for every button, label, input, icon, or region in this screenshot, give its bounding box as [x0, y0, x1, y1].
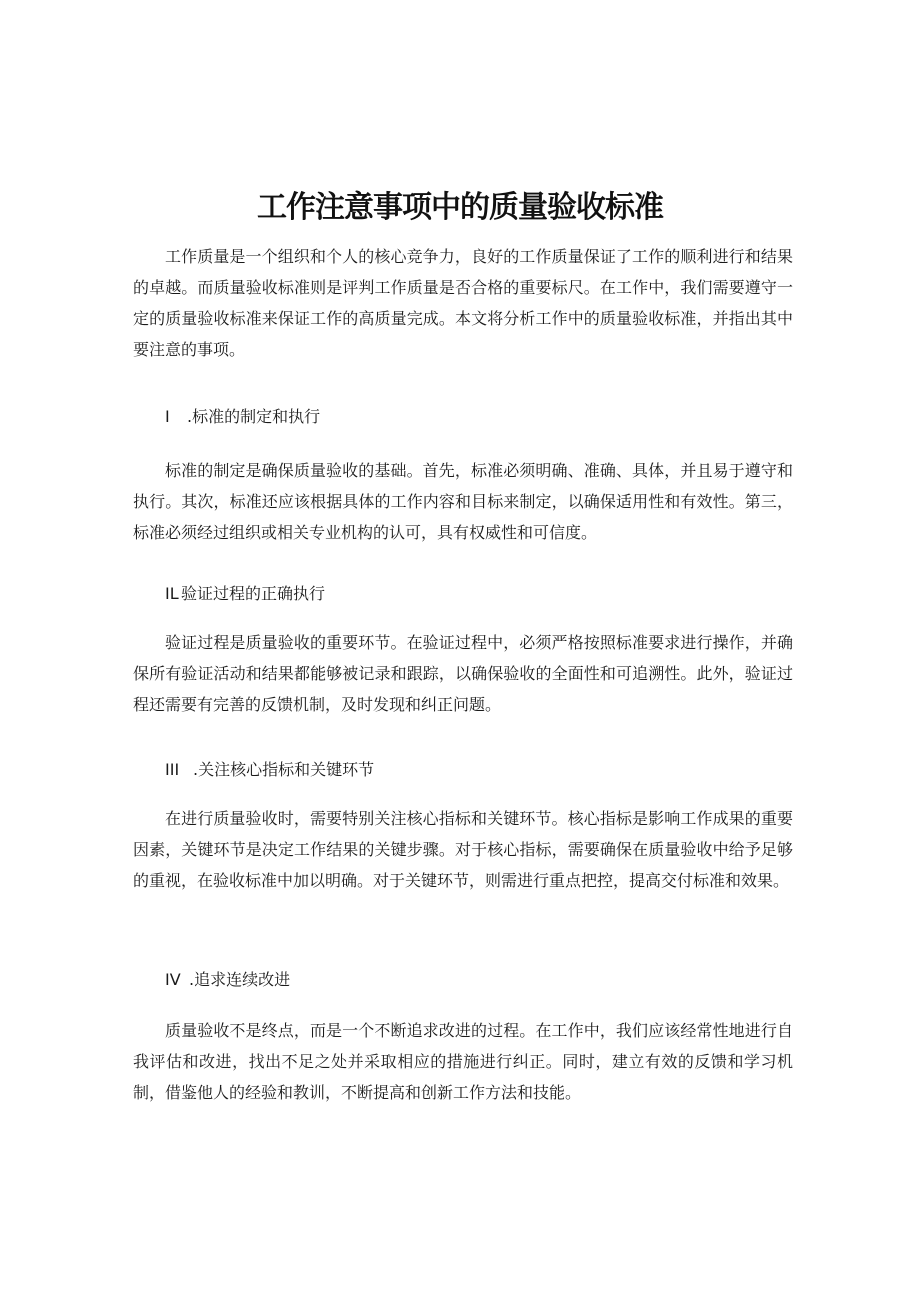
intro-paragraph: 工作质量是一个组织和个人的核心竞争力，良好的工作质量保证了工作的顺利进行和结果的卓越。而质量验收标准则是评判工作质量是否合格的重要标尺。在工作中，我们需要遵守一定的质量验收标准来保证工作的高质量完成。本文将分析工作中的质量验收标准，并指出其中要注意的事项。: [133, 247, 793, 359]
section-numeral-4: IV: [165, 970, 181, 989]
section-heading-2: [165, 582, 325, 606]
section-title-2: 验证过程的正确执行: [181, 584, 326, 603]
section-numeral-3: III: [165, 760, 180, 779]
section-body-4: 质量验收不是终点，而是一个不断追求改进的过程。在工作中，我们应该经常性地进行自我评估和改进，找出不足之处并采取相应的措施进行纠正。同时，建立有效的反馈和学习机制，借鉴他人的经验和教训，不断提高和创新工作方法和技能。: [133, 1021, 793, 1102]
section-heading-3: [165, 758, 374, 782]
document-title: 工作注意事项中的质量验收标准: [257, 190, 663, 226]
section-title-4: .追求连续改进: [189, 970, 291, 989]
section-heading-4: [165, 968, 290, 992]
section-numeral-1: I: [165, 407, 170, 426]
section-body-1: 标准的制定是确保质量验收的基础。首先，标准必须明确、准确、具体，并且易于遵守和执行。其次，标准还应该根据具体的工作内容和目标来制定，以确保适用性和有效性。第三，标准必须经过组织或相关专业机构的认可，具有权威性和可信度。: [133, 461, 793, 542]
section-title-1: .标准的制定和执行: [187, 407, 321, 426]
section-heading-1: [165, 405, 320, 429]
section-numeral-2: IL: [165, 584, 179, 603]
section-body-3: 在进行质量验收时，需要特别关注核心指标和关键环节。核心指标是影响工作成果的重要因素，关键环节是决定工作结果的关键步骤。对于核心指标，需要确保在质量验收中给予足够的重视，在验收标准中加以明确。对于关键环节，则需进行重点把控，提高交付标准和效果。: [133, 809, 793, 890]
section-body-2: 验证过程是质量验收的重要环节。在验证过程中，必须严格按照标准要求进行操作，并确保所有验证活动和结果都能够被记录和跟踪，以确保验收的全面性和可追溯性。此外，验证过程还需要有完善的反馈机制，及时发现和纠正问题。: [133, 633, 793, 714]
section-title-3: .关注核心指标和关键环节: [193, 760, 375, 779]
